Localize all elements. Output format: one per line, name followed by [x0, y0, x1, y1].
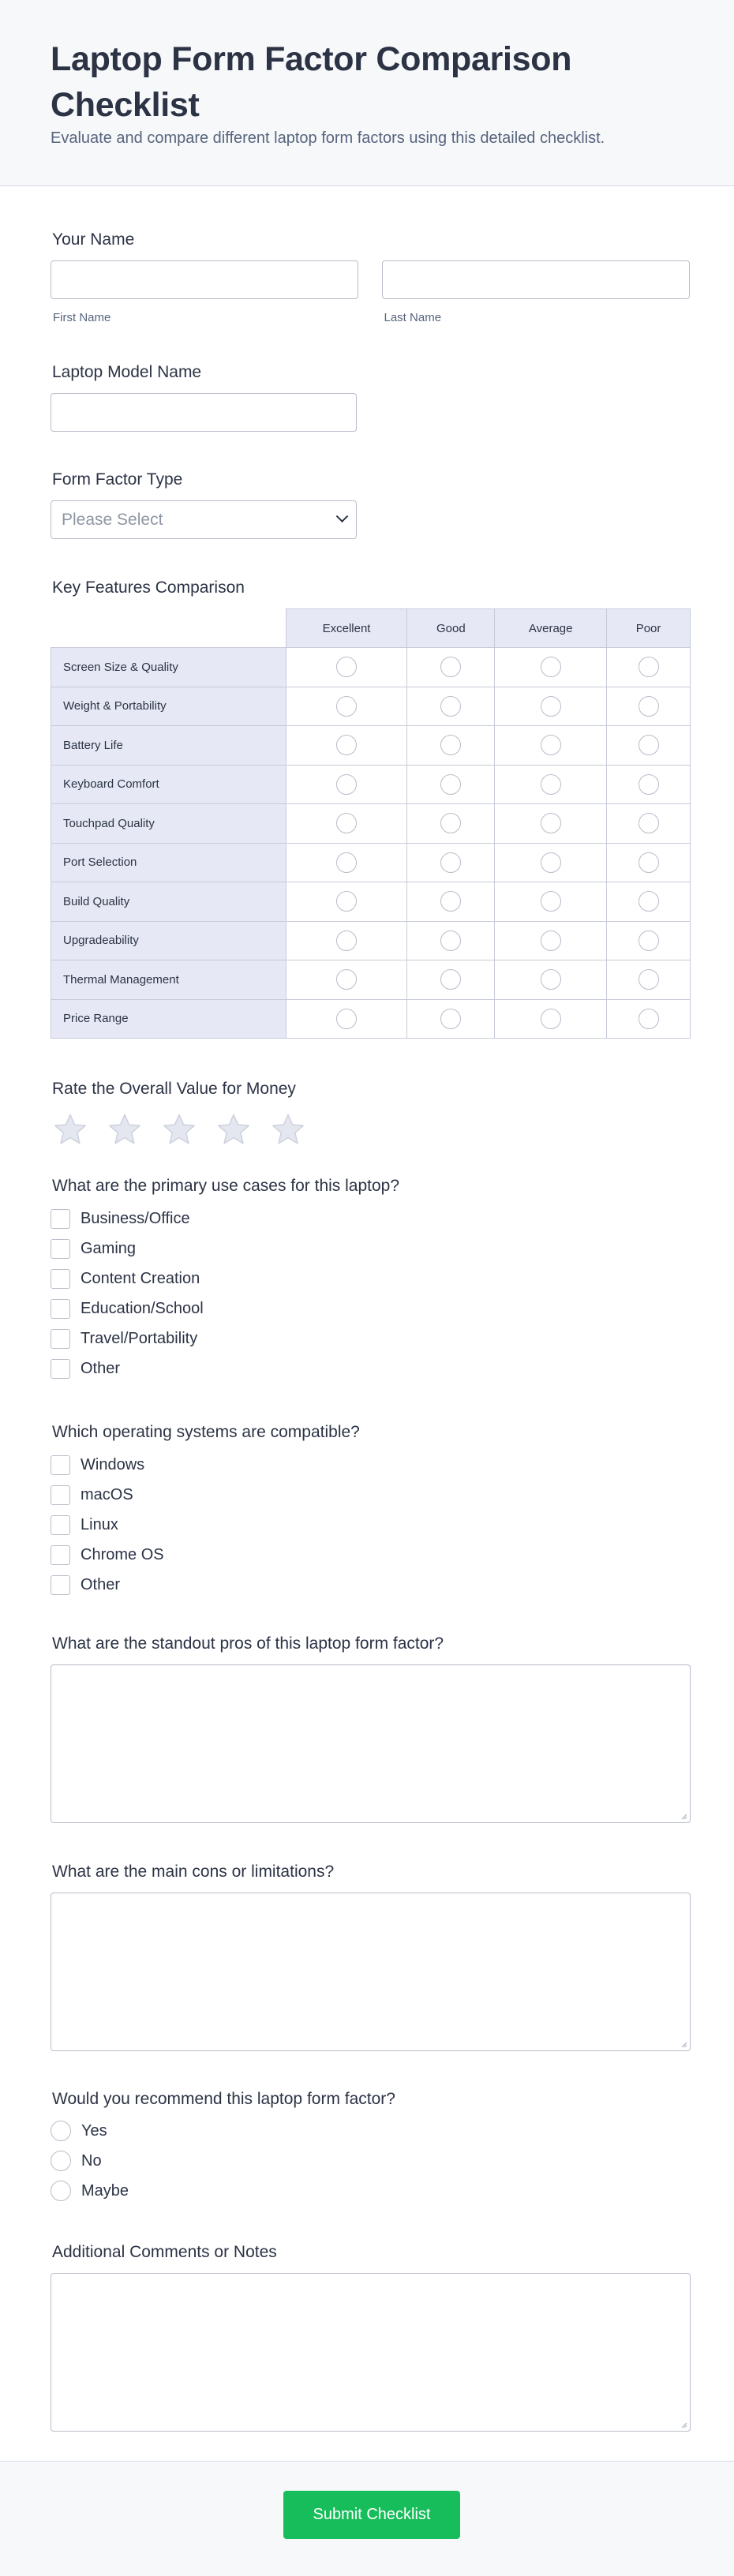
cons-section — [51, 1863, 690, 2051]
matrix-radio[interactable] — [440, 1009, 461, 1029]
matrix-cell — [286, 726, 407, 766]
matrix-cell — [495, 921, 607, 960]
star-icon[interactable] — [161, 1112, 197, 1148]
features-matrix — [51, 608, 691, 1039]
name-section — [51, 230, 690, 324]
matrix-cell — [407, 687, 495, 726]
cons-textarea[interactable] — [51, 1893, 691, 2051]
matrix-cell — [407, 999, 495, 1039]
matrix-radio[interactable] — [440, 735, 461, 755]
checkbox[interactable] — [51, 1359, 70, 1379]
form-factor-select[interactable] — [51, 500, 357, 539]
name-label: Your Name — [52, 230, 135, 249]
recommend-option[interactable] — [51, 2146, 690, 2176]
matrix-cell — [607, 843, 691, 882]
matrix-radio[interactable] — [639, 813, 659, 833]
os-option[interactable] — [51, 1450, 690, 1480]
matrix-row-label: Touchpad Quality — [51, 804, 286, 844]
matrix-label: Key Features Comparison — [52, 578, 245, 597]
page-subtitle: Evaluate and compare different laptop form factors using this detailed checklist. — [51, 129, 605, 147]
matrix-radio[interactable] — [541, 1009, 561, 1029]
matrix-radio[interactable] — [541, 696, 561, 717]
last-name-input[interactable] — [382, 260, 691, 299]
matrix-row-label: Weight & Portability — [51, 687, 286, 726]
form-factor-placeholder: Please Select — [62, 510, 163, 529]
matrix-cell — [607, 726, 691, 766]
matrix-cell — [607, 999, 691, 1039]
matrix-section — [51, 578, 690, 1039]
matrix-row-label: Price Range — [51, 999, 286, 1039]
matrix-cell — [495, 687, 607, 726]
matrix-cell — [286, 882, 407, 922]
matrix-col-header: Good — [407, 609, 495, 648]
matrix-radio[interactable] — [336, 930, 357, 951]
matrix-row — [51, 882, 691, 922]
matrix-cell — [495, 882, 607, 922]
matrix-cell — [495, 765, 607, 804]
matrix-radio[interactable] — [440, 774, 461, 795]
matrix-radio[interactable] — [541, 852, 561, 873]
matrix-radio[interactable] — [541, 735, 561, 755]
os-option-label: Chrome OS — [81, 1545, 164, 1563]
resize-grip-icon[interactable] — [680, 2421, 687, 2428]
recommend-option-label: Maybe — [81, 2181, 129, 2200]
matrix-row — [51, 960, 691, 1000]
matrix-row-label: Screen Size & Quality — [51, 648, 286, 687]
matrix-radio[interactable] — [440, 930, 461, 951]
matrix-cell — [607, 921, 691, 960]
comments-section — [51, 2243, 690, 2432]
matrix-radio[interactable] — [440, 813, 461, 833]
use-case-option-label: Education/School — [81, 1299, 204, 1317]
checkbox[interactable] — [51, 1269, 70, 1289]
radio-button[interactable] — [51, 2151, 71, 2171]
os-option[interactable] — [51, 1540, 690, 1570]
recommend-option-label: Yes — [81, 2121, 107, 2140]
matrix-radio[interactable] — [541, 969, 561, 990]
matrix-row-label: Port Selection — [51, 843, 286, 882]
use-case-option[interactable] — [51, 1204, 690, 1234]
matrix-cell — [286, 687, 407, 726]
matrix-radio[interactable] — [639, 657, 659, 677]
star-rating — [51, 1112, 690, 1148]
first-name-input[interactable] — [51, 260, 358, 299]
submit-button[interactable]: Submit Checklist — [283, 2491, 460, 2539]
matrix-row — [51, 843, 691, 882]
model-section — [51, 363, 690, 432]
matrix-radio[interactable] — [336, 969, 357, 990]
recommend-option[interactable] — [51, 2116, 690, 2146]
matrix-radio[interactable] — [639, 891, 659, 912]
matrix-cell — [607, 687, 691, 726]
form-factor-label: Form Factor Type — [52, 470, 183, 489]
use-case-option-label: Travel/Portability — [81, 1329, 198, 1347]
matrix-cell — [495, 804, 607, 844]
use-case-option[interactable] — [51, 1234, 690, 1264]
checkbox[interactable] — [51, 1299, 70, 1319]
os-option-label: Other — [81, 1575, 121, 1593]
star-icon[interactable] — [52, 1112, 88, 1148]
matrix-cell — [286, 843, 407, 882]
checkbox[interactable] — [51, 1455, 70, 1475]
matrix-cell — [286, 648, 407, 687]
matrix-radio[interactable] — [440, 891, 461, 912]
pros-textarea[interactable] — [51, 1664, 691, 1823]
matrix-radio[interactable] — [541, 774, 561, 795]
matrix-radio[interactable] — [639, 1009, 659, 1029]
matrix-radio[interactable] — [336, 891, 357, 912]
matrix-radio[interactable] — [639, 735, 659, 755]
checkbox[interactable] — [51, 1239, 70, 1259]
matrix-row-label: Battery Life — [51, 726, 286, 766]
matrix-row-label: Upgradeability — [51, 921, 286, 960]
matrix-radio[interactable] — [440, 969, 461, 990]
matrix-cell — [495, 726, 607, 766]
use-case-option[interactable] — [51, 1264, 690, 1294]
os-section — [51, 1423, 690, 1600]
use-case-option[interactable] — [51, 1354, 690, 1383]
matrix-row — [51, 921, 691, 960]
use-case-option[interactable] — [51, 1294, 690, 1324]
recommend-option[interactable] — [51, 2176, 690, 2206]
matrix-cell — [607, 960, 691, 1000]
matrix-cell — [495, 960, 607, 1000]
matrix-radio[interactable] — [336, 657, 357, 677]
matrix-radio[interactable] — [440, 696, 461, 717]
matrix-radio[interactable] — [639, 930, 659, 951]
use-case-option-label: Content Creation — [81, 1269, 200, 1287]
matrix-cell — [286, 960, 407, 1000]
radio-button[interactable] — [51, 2181, 71, 2201]
form-factor-section — [51, 470, 690, 539]
matrix-col-header: Average — [495, 609, 607, 648]
os-option-label: Linux — [81, 1515, 118, 1533]
page-title: Laptop Form Factor Comparison Checklist — [51, 40, 572, 124]
os-option[interactable] — [51, 1480, 690, 1510]
checkbox[interactable] — [51, 1545, 70, 1565]
matrix-cell — [407, 648, 495, 687]
matrix-row — [51, 648, 691, 687]
matrix-radio[interactable] — [336, 813, 357, 833]
matrix-radio[interactable] — [541, 930, 561, 951]
matrix-cell — [607, 804, 691, 844]
use-cases-list — [51, 1204, 690, 1383]
last-name-sublabel: Last Name — [384, 311, 442, 324]
comments-label: Additional Comments or Notes — [52, 2243, 277, 2261]
matrix-radio[interactable] — [336, 1009, 357, 1029]
rating-label: Rate the Overall Value for Money — [52, 1080, 296, 1098]
os-option-label: macOS — [81, 1485, 133, 1503]
matrix-radio[interactable] — [440, 852, 461, 873]
matrix-radio[interactable] — [639, 969, 659, 990]
matrix-cell — [495, 648, 607, 687]
form-footer — [0, 2461, 734, 2576]
matrix-corner — [51, 609, 286, 648]
matrix-cell — [407, 804, 495, 844]
pros-label: What are the standout pros of this laptop form factor? — [52, 1634, 444, 1653]
matrix-cell — [407, 843, 495, 882]
model-label: Laptop Model Name — [52, 363, 202, 381]
model-input[interactable] — [51, 393, 357, 432]
matrix-radio[interactable] — [336, 852, 357, 873]
star-icon[interactable] — [107, 1112, 143, 1148]
matrix-row — [51, 765, 691, 804]
matrix-row-label: Build Quality — [51, 882, 286, 922]
checkbox[interactable] — [51, 1485, 70, 1505]
matrix-cell — [286, 765, 407, 804]
recommend-section — [51, 2090, 690, 2206]
matrix-radio[interactable] — [639, 696, 659, 717]
checkbox[interactable] — [51, 1515, 70, 1535]
os-option-label: Windows — [81, 1455, 145, 1473]
use-case-option[interactable] — [51, 1324, 690, 1354]
use-case-option-label: Gaming — [81, 1239, 137, 1257]
matrix-row-label: Thermal Management — [51, 960, 286, 1000]
matrix-radio[interactable] — [541, 813, 561, 833]
checkbox[interactable] — [51, 1209, 70, 1229]
resize-grip-icon[interactable] — [680, 1812, 687, 1820]
matrix-cell — [495, 999, 607, 1039]
matrix-radio[interactable] — [336, 735, 357, 755]
matrix-cell — [286, 804, 407, 844]
os-list — [51, 1450, 690, 1600]
cons-label: What are the main cons or limitations? — [52, 1863, 335, 1881]
matrix-radio[interactable] — [541, 657, 561, 677]
matrix-radio[interactable] — [639, 852, 659, 873]
star-icon[interactable] — [215, 1112, 252, 1148]
matrix-radio[interactable] — [440, 657, 461, 677]
checkbox[interactable] — [51, 1575, 70, 1595]
matrix-radio[interactable] — [336, 774, 357, 795]
chevron-down-icon — [336, 510, 349, 522]
matrix-row — [51, 687, 691, 726]
matrix-cell — [286, 921, 407, 960]
form-header — [0, 0, 734, 186]
os-option[interactable] — [51, 1570, 690, 1600]
matrix-cell — [407, 960, 495, 1000]
matrix-row — [51, 804, 691, 844]
matrix-radio[interactable] — [336, 696, 357, 717]
matrix-cell — [607, 882, 691, 922]
first-name-sublabel: First Name — [53, 311, 111, 324]
matrix-cell — [407, 921, 495, 960]
matrix-cell — [607, 765, 691, 804]
matrix-cell — [407, 765, 495, 804]
matrix-cell — [495, 843, 607, 882]
matrix-row-label: Keyboard Comfort — [51, 765, 286, 804]
radio-button[interactable] — [51, 2121, 71, 2141]
rating-section — [51, 1080, 690, 1148]
use-cases-section — [51, 1177, 690, 1383]
matrix-row — [51, 999, 691, 1039]
matrix-radio[interactable] — [639, 774, 659, 795]
comments-textarea[interactable] — [51, 2273, 691, 2432]
use-cases-label: What are the primary use cases for this laptop? — [52, 1177, 400, 1195]
use-case-option-label: Other — [81, 1359, 121, 1377]
use-case-option-label: Business/Office — [81, 1209, 190, 1227]
recommend-list — [51, 2116, 690, 2206]
matrix-radio[interactable] — [541, 891, 561, 912]
os-option[interactable] — [51, 1510, 690, 1540]
star-icon[interactable] — [270, 1112, 306, 1148]
recommend-label: Would you recommend this laptop form factor? — [52, 2090, 395, 2108]
resize-grip-icon[interactable] — [680, 2040, 687, 2048]
matrix-col-header: Excellent — [286, 609, 407, 648]
matrix-cell — [607, 648, 691, 687]
pros-section — [51, 1634, 690, 1823]
os-label: Which operating systems are compatible? — [52, 1423, 360, 1441]
recommend-option-label: No — [81, 2151, 102, 2170]
matrix-col-header: Poor — [607, 609, 691, 648]
matrix-cell — [286, 999, 407, 1039]
checkbox[interactable] — [51, 1329, 70, 1349]
matrix-cell — [407, 726, 495, 766]
matrix-cell — [407, 882, 495, 922]
matrix-row — [51, 726, 691, 766]
